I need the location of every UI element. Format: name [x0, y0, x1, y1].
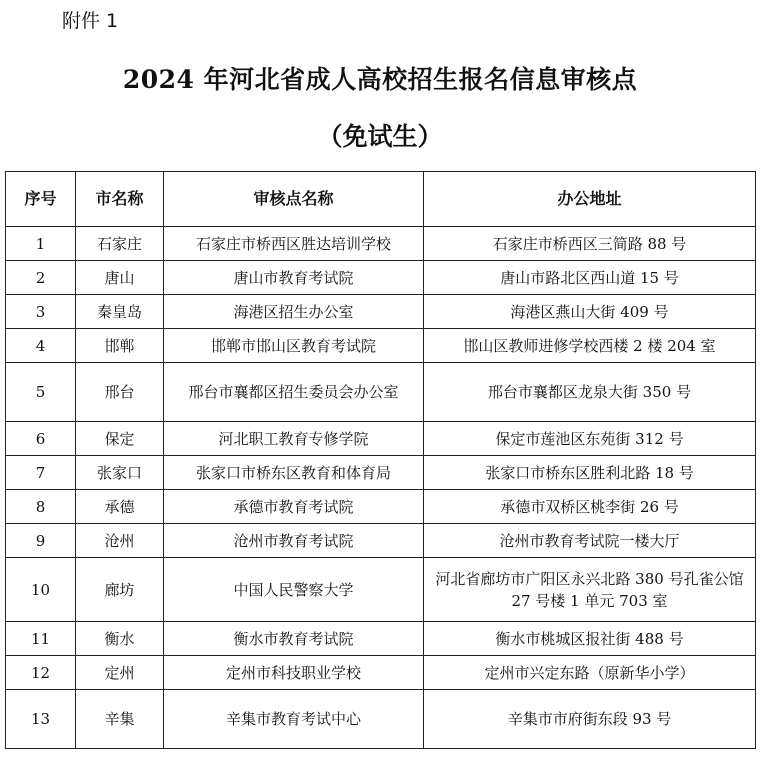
cell-city: 辛集: [76, 690, 164, 749]
cell-number: 4: [6, 329, 76, 363]
cell-site: 海港区招生办公室: [164, 295, 424, 329]
cell-address: 辛集市市府街东段 93 号: [424, 690, 756, 749]
table-row: [6, 558, 756, 622]
cell-address: 邯山区教师进修学校西楼 2 楼 204 室: [424, 329, 756, 363]
cell-city: 秦皇岛: [76, 295, 164, 329]
cell-city: 石家庄: [76, 227, 164, 261]
cell-site: 辛集市教育考试中心: [164, 690, 424, 749]
cell-site: 唐山市教育考试院: [164, 261, 424, 295]
table-row: [6, 524, 756, 558]
cell-city: 承德: [76, 490, 164, 524]
table-header-row: [6, 172, 756, 227]
cell-address: 张家口市桥东区胜利北路 18 号: [424, 456, 756, 490]
cell-city: 沧州: [76, 524, 164, 558]
cell-number: 12: [6, 656, 76, 690]
cell-address: 定州市兴定东路（原新华小学）: [424, 656, 756, 690]
cell-city: 邯郸: [76, 329, 164, 363]
table-row: [6, 456, 756, 490]
cell-site: 衡水市教育考试院: [164, 622, 424, 656]
cell-city: 保定: [76, 422, 164, 456]
cell-city: 邢台: [76, 363, 164, 422]
table-row: [6, 261, 756, 295]
header-city: 市名称: [76, 172, 164, 227]
cell-address: 衡水市桃城区报社街 488 号: [424, 622, 756, 656]
cell-number: 9: [6, 524, 76, 558]
table-row: [6, 690, 756, 749]
cell-number: 5: [6, 363, 76, 422]
cell-address: 保定市莲池区东苑街 312 号: [424, 422, 756, 456]
header-site: 审核点名称: [164, 172, 424, 227]
cell-number: 10: [6, 558, 76, 622]
cell-city: 廊坊: [76, 558, 164, 622]
annex-label: 附件 1: [62, 10, 119, 32]
table-row: [6, 656, 756, 690]
cell-number: 6: [6, 422, 76, 456]
cell-site: 沧州市教育考试院: [164, 524, 424, 558]
table-row: [6, 227, 756, 261]
cell-site: 定州市科技职业学校: [164, 656, 424, 690]
cell-number: 13: [6, 690, 76, 749]
cell-number: 1: [6, 227, 76, 261]
table-row: [6, 422, 756, 456]
review-sites-table: [5, 171, 756, 749]
cell-address: 承德市双桥区桃李街 26 号: [424, 490, 756, 524]
cell-site: 邢台市襄都区招生委员会办公室: [164, 363, 424, 422]
cell-site: 承德市教育考试院: [164, 490, 424, 524]
cell-site: 河北职工教育专修学院: [164, 422, 424, 456]
cell-number: 2: [6, 261, 76, 295]
header-number: 序号: [6, 172, 76, 227]
table-row: [6, 622, 756, 656]
cell-address: 沧州市教育考试院一楼大厅: [424, 524, 756, 558]
cell-number: 8: [6, 490, 76, 524]
cell-city: 张家口: [76, 456, 164, 490]
cell-number: 11: [6, 622, 76, 656]
document-title: 2024 年河北省成人高校招生报名信息审核点: [122, 65, 638, 94]
cell-site: 石家庄市桥西区胜达培训学校: [164, 227, 424, 261]
cell-address: 唐山市路北区西山道 15 号: [424, 261, 756, 295]
cell-city: 定州: [76, 656, 164, 690]
cell-site: 邯郸市邯山区教育考试院: [164, 329, 424, 363]
cell-city: 唐山: [76, 261, 164, 295]
cell-city: 衡水: [76, 622, 164, 656]
table-row: [6, 490, 756, 524]
header-address: 办公地址: [424, 172, 756, 227]
cell-site: 张家口市桥东区教育和体育局: [164, 456, 424, 490]
cell-number: 3: [6, 295, 76, 329]
cell-address: 邢台市襄都区龙泉大街 350 号: [424, 363, 756, 422]
cell-site: 中国人民警察大学: [164, 558, 424, 622]
cell-address: 石家庄市桥西区三简路 88 号: [424, 227, 756, 261]
table-row: [6, 295, 756, 329]
table-row: [6, 329, 756, 363]
cell-number: 7: [6, 456, 76, 490]
cell-address: 海港区燕山大街 409 号: [424, 295, 756, 329]
document-subtitle: （免试生）: [317, 122, 443, 151]
table-row: [6, 363, 756, 422]
cell-address: 河北省廊坊市广阳区永兴北路 380 号孔雀公馆 27 号楼 1 单元 703 室: [424, 558, 756, 622]
